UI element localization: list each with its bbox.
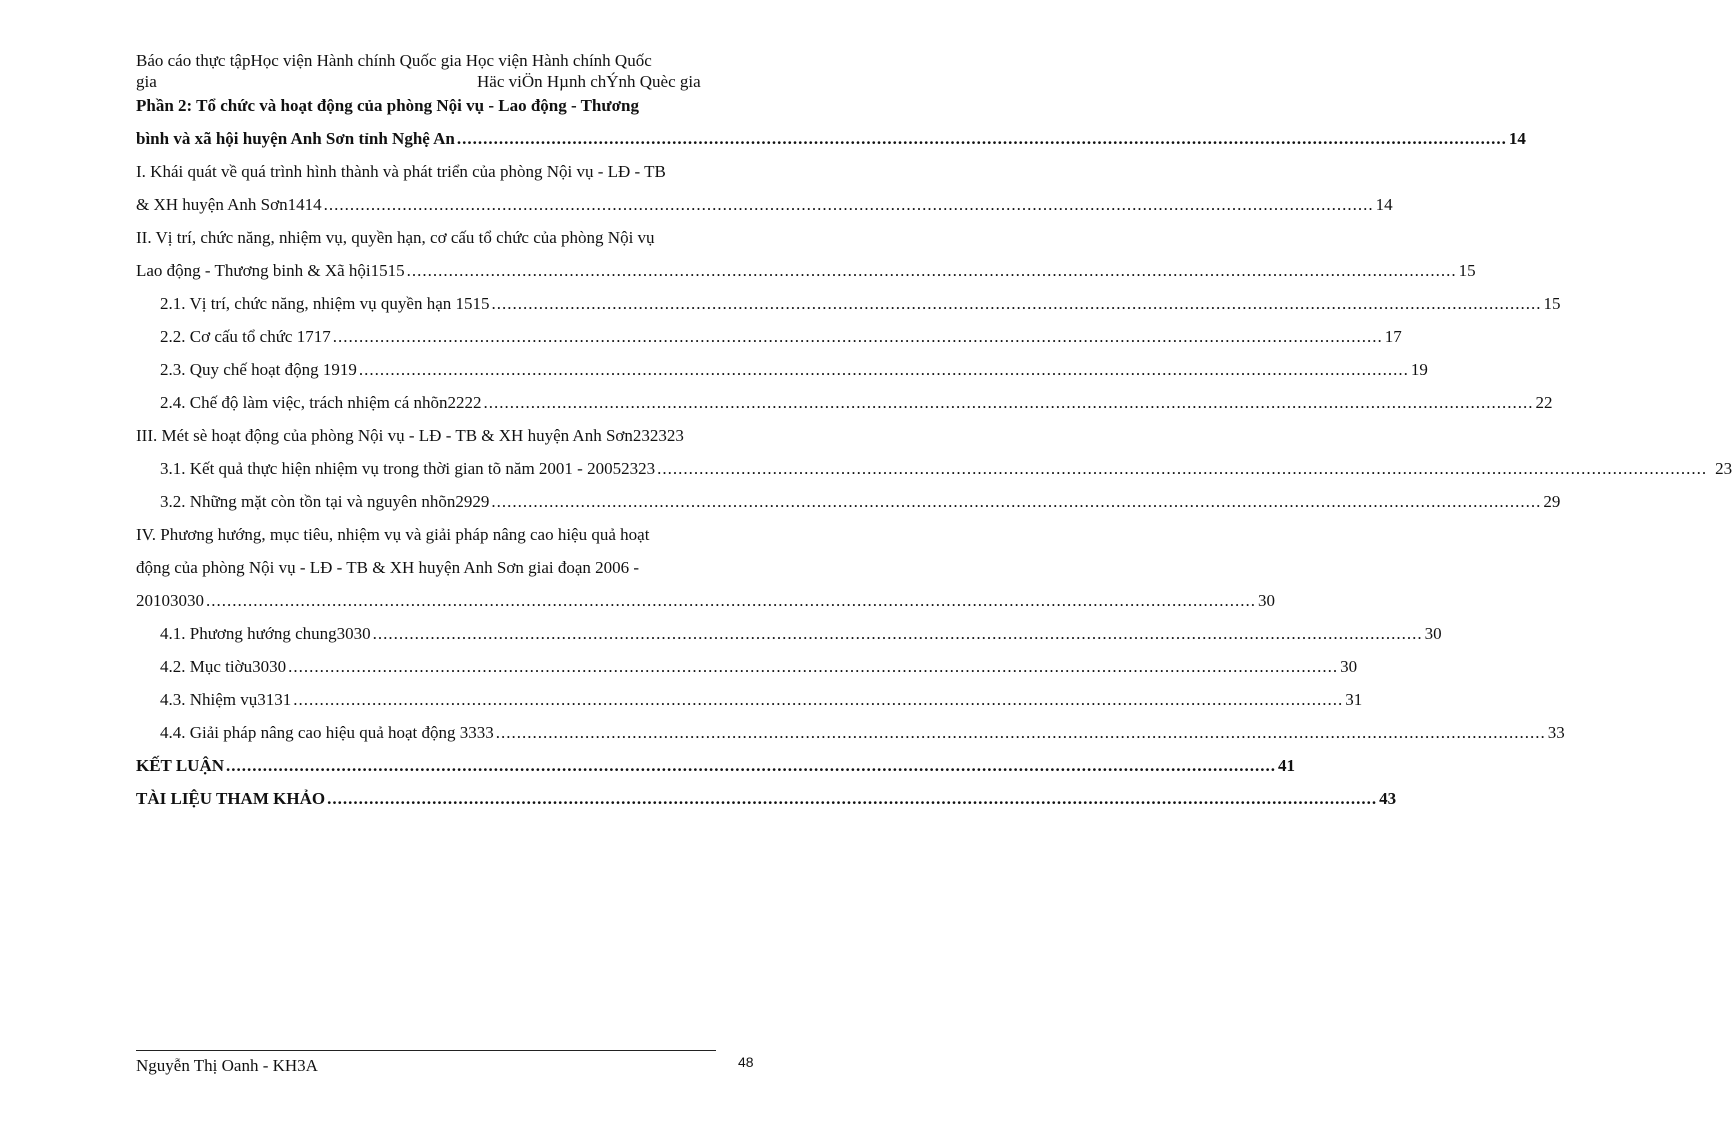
toc-entry-title: III. Mét sè hoạt động của phòng Nội vụ - LĐ - TB & XH huyện Anh Sơn232323 xyxy=(136,426,684,445)
toc-entry-title: 4.3. Nhiệm vụ3131 xyxy=(160,690,292,709)
toc-entry-title: TÀI LIỆU THAM KHẢO xyxy=(136,789,326,808)
toc-entry-title: 2.4. Chế độ làm việc, trách nhiệm cá nhõn2222 xyxy=(160,393,482,412)
toc-entry[interactable] xyxy=(136,290,1561,323)
header-line-1: Báo cáo thực tậpHọc viện Hành chính Quốc gia Học viện Hành chính Quốc xyxy=(136,51,652,70)
toc-dot-leader: ........................................................................................................................................................................................................ xyxy=(456,129,1507,148)
toc-entry-line xyxy=(160,389,1553,422)
toc-page-number: 17 xyxy=(1384,327,1402,346)
toc-entry[interactable] xyxy=(136,455,1732,488)
toc-entry[interactable] xyxy=(136,686,1363,719)
toc-page-number: 15 xyxy=(1458,261,1476,280)
toc-page-number: 30 xyxy=(1340,657,1358,676)
toc-dot-leader: ........................................................................................................................................................................................................ xyxy=(288,657,1339,676)
footer-divider xyxy=(136,1050,716,1051)
toc-entry-title: 3.1. Kết quả thực hiện nhiệm vụ trong thời gian tõ năm 2001 - 20052323 xyxy=(160,459,656,478)
toc-entry-title: 20103030 xyxy=(136,591,204,610)
toc-dot-leader: ........................................................................................................................................................................................................ xyxy=(495,723,1546,742)
toc-entry-line xyxy=(160,488,1561,521)
toc-entry-title: 4.2. Mục tiờu3030 xyxy=(160,657,287,676)
toc-entry-text: động của phòng Nội vụ - LĐ - TB & XH huyện Anh Sơn giai đoạn 2006 - xyxy=(136,558,640,577)
toc-entry[interactable] xyxy=(136,323,1402,356)
footer-author: Nguyễn Thị Oanh - KH3A xyxy=(136,1056,318,1075)
toc-entry[interactable] xyxy=(136,422,736,455)
header-line-2-right: Häc viÖn Hµnh chÝnh Quèc gia xyxy=(477,72,701,91)
toc-entry[interactable] xyxy=(136,224,1476,290)
toc-dot-leader: ........................................................................................................................................................................................................ xyxy=(293,690,1344,709)
toc-entry[interactable] xyxy=(136,158,1393,224)
toc-entry-text: Phần 2: Tổ chức và hoạt động của phòng Nội vụ - Lao động - Thương xyxy=(136,96,639,115)
toc-dot-leader: ........................................................................................................................................................................................................ xyxy=(657,459,1708,478)
toc-entry-title: Lao động - Thương binh & Xã hội1515 xyxy=(136,261,405,280)
toc-entry[interactable] xyxy=(136,92,1526,158)
toc-page-number: 22 xyxy=(1535,393,1553,412)
toc-entry-text: IV. Phương hướng, mục tiêu, nhiệm vụ và giải pháp nâng cao hiệu quả hoạt xyxy=(136,525,650,544)
toc-page-number: 23 xyxy=(1715,459,1732,478)
toc-entry-title: 2.2. Cơ cấu tổ chức 1717 xyxy=(160,327,331,346)
toc-entry-line xyxy=(160,290,1561,323)
toc-entry-title: & XH huyện Anh Sơn1414 xyxy=(136,195,322,214)
toc-dot-leader: ........................................................................................................................................................................................................ xyxy=(226,756,1277,775)
toc-entry-line xyxy=(136,125,1526,158)
toc-entry-line xyxy=(160,653,1358,686)
toc-page-number: 14 xyxy=(1375,195,1393,214)
toc-entry[interactable] xyxy=(136,785,1397,818)
toc-entry-title: 4.4. Giải pháp nâng cao hiệu quả hoạt động 3333 xyxy=(160,723,494,742)
toc-entry-line xyxy=(160,620,1442,653)
toc-entry-line xyxy=(136,752,1296,785)
header-line-2 xyxy=(136,71,736,92)
toc-entry[interactable] xyxy=(136,752,1296,785)
toc-page-number: 19 xyxy=(1410,360,1428,379)
toc-page-number: 43 xyxy=(1379,789,1397,808)
toc-dot-leader: ........................................................................................................................................................................................................ xyxy=(358,360,1409,379)
toc-page-number: 30 xyxy=(1258,591,1275,610)
toc-entry-title: 3.2. Những mặt còn tồn tại và nguyên nhõn2929 xyxy=(160,492,490,511)
toc-dot-leader: ........................................................................................................................................................................................................ xyxy=(332,327,1383,346)
toc-page-number: 15 xyxy=(1543,294,1561,313)
toc-entry-text: I. Khái quát về quá trình hình thành và phát triển của phòng Nội vụ - LĐ - TB xyxy=(136,162,666,181)
toc-page-number: 31 xyxy=(1345,690,1363,709)
toc-entry-text: II. Vị trí, chức năng, nhiệm vụ, quyền hạn, cơ cấu tổ chức của phòng Nội vụ xyxy=(136,228,655,247)
toc-dot-leader: ........................................................................................................................................................................................................ xyxy=(372,624,1423,643)
toc-dot-leader: ........................................................................................................................................................................................................ xyxy=(206,591,1256,610)
toc-dot-leader: ........................................................................................................................................................................................................ xyxy=(491,294,1542,313)
toc-dot-leader: ........................................................................................................................................................................................................ xyxy=(323,195,1374,214)
toc-entry[interactable] xyxy=(136,356,1428,389)
toc-entry-line xyxy=(136,257,1476,290)
toc-page-number: 30 xyxy=(1424,624,1442,643)
toc-entry-title: 2.3. Quy chế hoạt động 1919 xyxy=(160,360,357,379)
page-header xyxy=(136,50,736,92)
toc-entry[interactable] xyxy=(136,653,1358,686)
toc-page-number: 14 xyxy=(1508,129,1526,148)
toc-entry-title: KẾT LUẬN xyxy=(136,756,225,775)
toc-entry-line xyxy=(160,686,1363,719)
toc-entry-title: 4.1. Phương hướng chung3030 xyxy=(160,624,371,643)
toc-entry[interactable] xyxy=(136,521,1275,620)
toc-page-number: 41 xyxy=(1278,756,1296,775)
toc-entry[interactable] xyxy=(136,620,1442,653)
toc-entry[interactable] xyxy=(136,719,1565,752)
toc-entry-line xyxy=(136,785,1397,818)
toc-entry-title: 2.1. Vị trí, chức năng, nhiệm vụ quyền hạn 1515 xyxy=(160,294,490,313)
toc-dot-leader: ........................................................................................................................................................................................................ xyxy=(327,789,1378,808)
toc-page-number: 29 xyxy=(1543,492,1561,511)
toc-entry-line xyxy=(136,422,736,455)
toc-page-number: 33 xyxy=(1547,723,1565,742)
toc-entry-line xyxy=(160,323,1402,356)
toc-entry-line xyxy=(136,191,1393,224)
toc-entry-line xyxy=(160,455,1732,488)
header-line-2-left: gia xyxy=(136,72,157,91)
toc-dot-leader: ........................................................................................................................................................................................................ xyxy=(491,492,1542,511)
toc-entry-line xyxy=(160,719,1565,752)
toc-entry-line xyxy=(160,356,1428,389)
toc-entry-line xyxy=(136,587,1275,620)
footer-page-number: 48 xyxy=(738,1054,754,1070)
toc-entry[interactable] xyxy=(136,389,1553,422)
toc-entry-title: bình và xã hội huyện Anh Sơn tỉnh Nghệ An xyxy=(136,129,455,148)
toc-entry[interactable] xyxy=(136,488,1561,521)
toc-dot-leader: ........................................................................................................................................................................................................ xyxy=(406,261,1457,280)
toc-dot-leader: ........................................................................................................................................................................................................ xyxy=(483,393,1534,412)
